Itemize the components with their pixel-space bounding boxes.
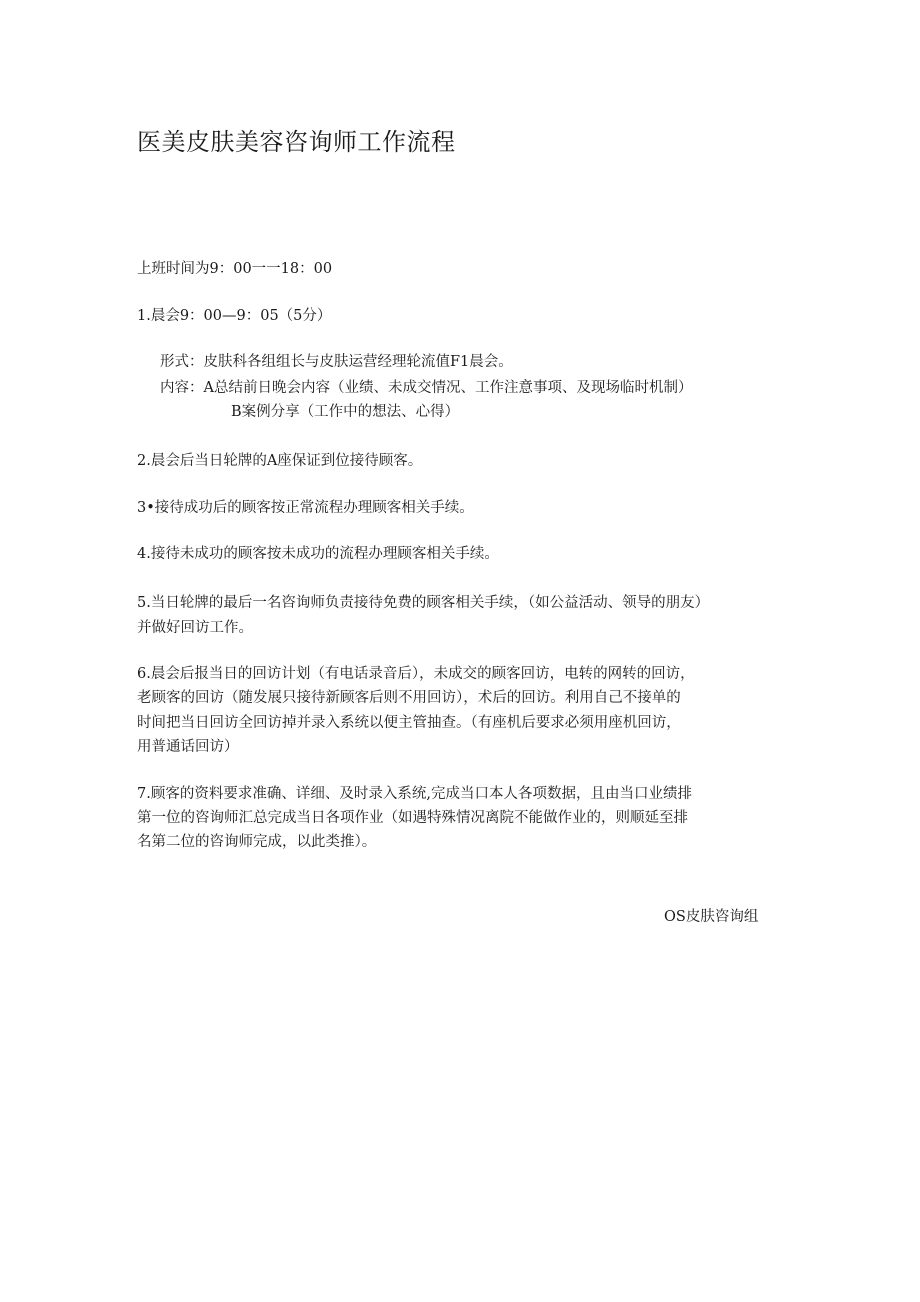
item-4: 4.接待未成功的顾客按未成功的流程办理顾客相关手续。 (137, 546, 499, 562)
item-1-form: 形式：皮肤科各组组长与皮肤运营经理轮流值F1晨会。 (160, 354, 513, 370)
item-6-line-4: 用普通话回访） (137, 739, 239, 755)
item-7-line-1: 7.顾客的资料要求准确、详细、及时录入系统,完成当口本人各项数据，且由当口业绩排 (137, 786, 692, 802)
item-1-content-b: B案例分享（工作中的想法、心得） (231, 404, 460, 420)
item-1-content-a: 内容：A总结前日晚会内容（业绩、未成交情况、工作注意事项、及现场临时机制） (160, 380, 693, 396)
document-title: 医美皮肤美容咨询师工作流程 (137, 128, 456, 156)
item-6-line-1: 6.晨会后报当日的回访计划（有电话录音后），未成交的顾客回访，电转的网转的回访， (137, 666, 695, 682)
signature: OS皮肤咨询组 (664, 909, 759, 925)
item-6-line-2: 老顾客的回访（随发展只接待新顾客后则不用回访），术后的回访。利用自己不接单的 (137, 690, 681, 706)
item-3: 3•接待成功后的顾客按正常流程办理顾客相关手续。 (137, 500, 474, 516)
item-1-heading: 1.晨会9：00—9：05（5分） (137, 308, 332, 324)
item-7-line-3: 名第二位的咨询师完成，以此类推）。 (137, 834, 377, 850)
item-5-line-2: 并做好回访工作。 (137, 620, 253, 636)
item-2: 2.晨会后当日轮牌的A座保证到位接待顾客。 (137, 453, 423, 469)
item-6-line-3: 时间把当日回访全回访掉并录入系统以便主管抽查。（有座机后要求必须用座机回访， (137, 715, 681, 731)
item-7-line-2: 第一位的咨询师汇总完成当日各项作业（如遇特殊情况离院不能做作业的，则顺延至排 (137, 810, 688, 826)
work-hours-line: 上班时间为9：00一一18：00 (137, 261, 333, 277)
item-5-line-1: 5.当日轮牌的最后一名咨询师负责接待免费的顾客相关手续，（如公益活动、领导的朋友） (137, 595, 710, 611)
